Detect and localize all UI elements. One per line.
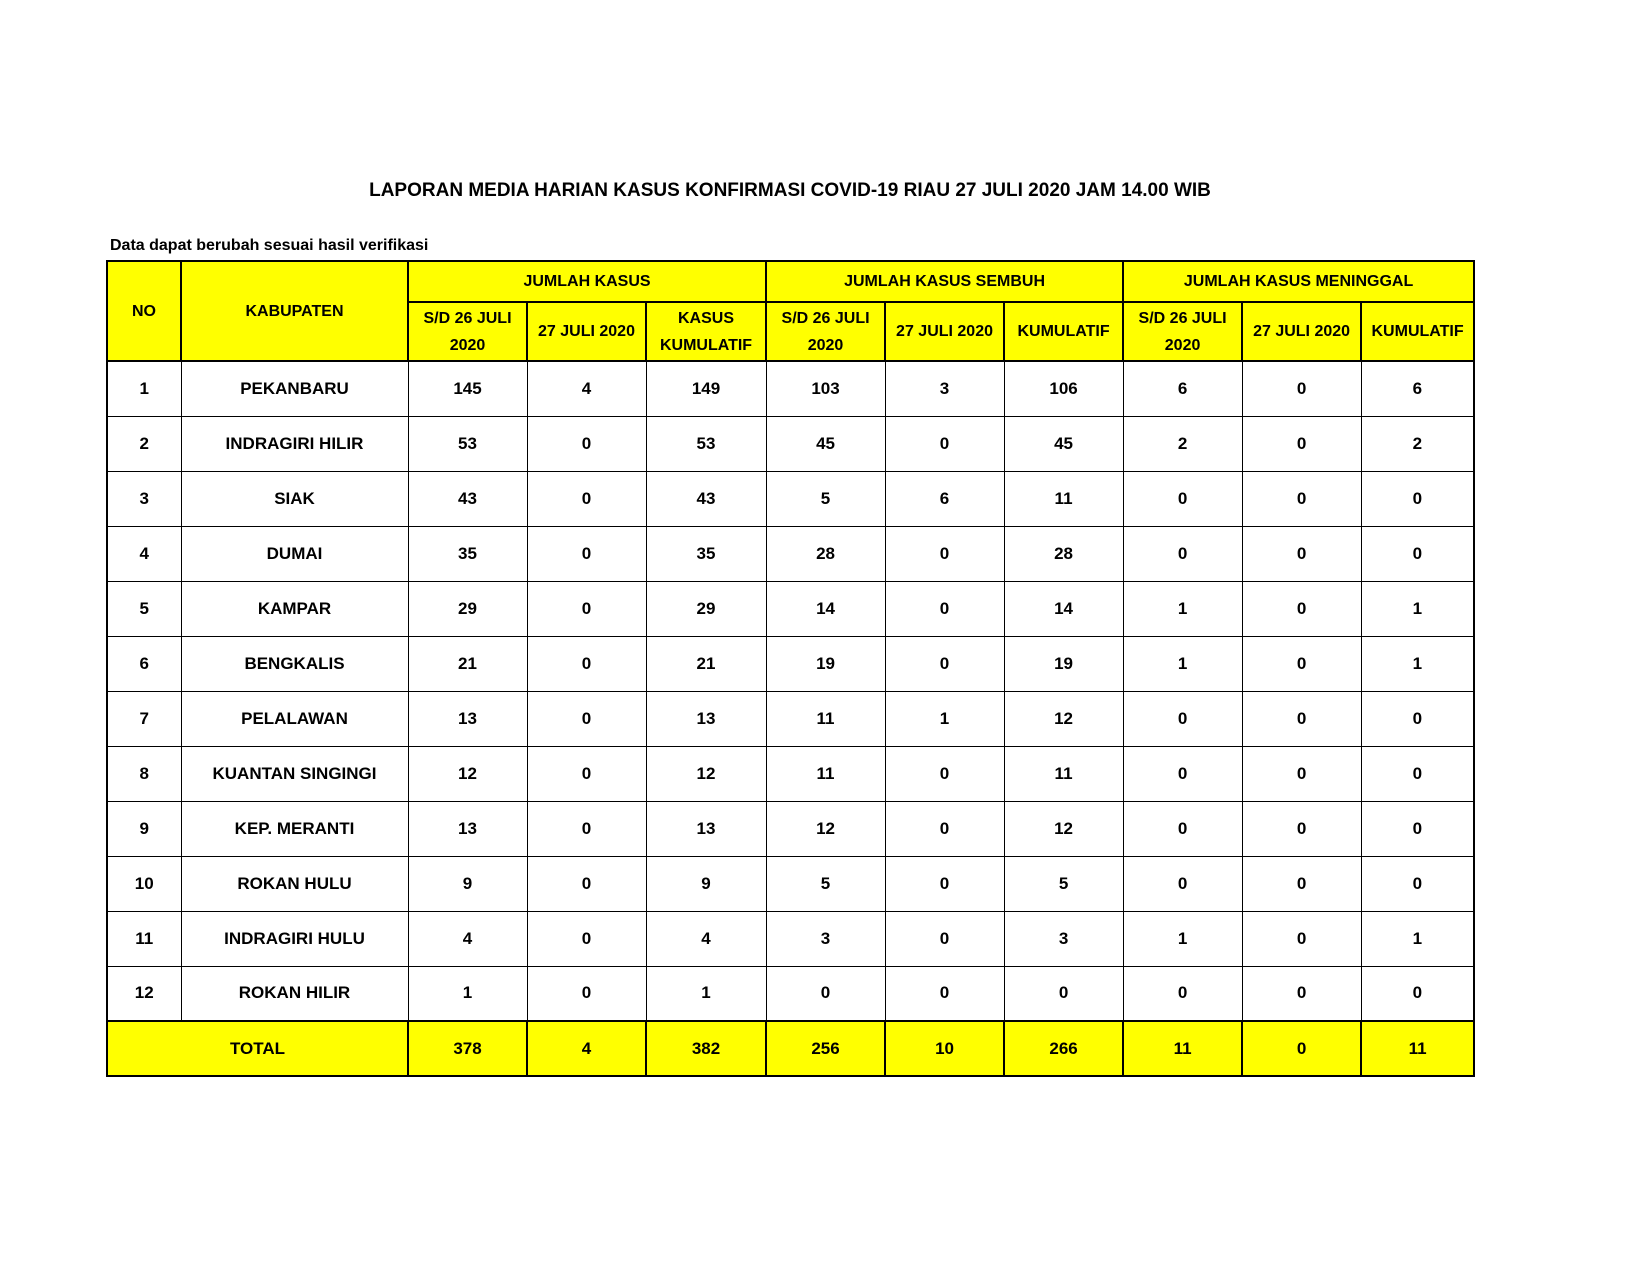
count-cell: 0 [1361,966,1474,1021]
count-cell: 3 [766,911,885,966]
count-cell: 0 [1242,691,1361,746]
row-number: 7 [107,691,181,746]
kabupaten-name: ROKAN HILIR [181,966,408,1021]
total-value: 11 [1123,1021,1242,1076]
subheader-line: S/D 26 JULI [781,309,870,327]
count-cell: 21 [646,636,766,691]
count-cell: 0 [885,636,1004,691]
count-cell: 5 [766,471,885,526]
count-cell: 45 [1004,416,1123,471]
count-cell: 2 [1361,416,1474,471]
count-cell: 103 [766,361,885,416]
count-cell: 1 [885,691,1004,746]
row-number: 4 [107,526,181,581]
count-cell: 28 [1004,526,1123,581]
row-number: 1 [107,361,181,416]
count-cell: 0 [1242,856,1361,911]
count-cell: 0 [527,526,646,581]
table-row [107,911,1474,966]
count-cell: 35 [408,526,527,581]
count-cell: 11 [1004,471,1123,526]
subheader-line: 2020 [1164,336,1201,354]
count-cell: 106 [1004,361,1123,416]
row-number: 5 [107,581,181,636]
count-cell: 43 [646,471,766,526]
row-number: 6 [107,636,181,691]
subheader-line: KASUS [678,309,735,327]
header-no: NO [107,261,181,361]
count-cell: 3 [1004,911,1123,966]
kabupaten-name: PEKANBARU [181,361,408,416]
count-cell: 35 [646,526,766,581]
count-cell: 11 [766,691,885,746]
total-value: 382 [646,1021,766,1076]
count-cell: 1 [1123,911,1242,966]
count-cell: 0 [885,801,1004,856]
count-cell: 4 [646,911,766,966]
count-cell: 0 [1361,856,1474,911]
count-cell: 1 [1361,581,1474,636]
count-cell: 29 [408,581,527,636]
kabupaten-name: INDRAGIRI HILIR [181,416,408,471]
count-cell: 0 [1123,746,1242,801]
count-cell: 13 [408,691,527,746]
count-cell: 12 [1004,801,1123,856]
verification-note: Data dapat berubah sesuai hasil verifikasi [110,237,429,254]
table-row [107,581,1474,636]
total-value: 4 [527,1021,646,1076]
subheader-line: S/D 26 JULI [1138,309,1227,327]
count-cell: 0 [1361,471,1474,526]
count-cell: 1 [1123,636,1242,691]
count-cell: 0 [1123,801,1242,856]
total-value: 256 [766,1021,885,1076]
count-cell: 4 [527,361,646,416]
count-cell: 0 [885,416,1004,471]
subheader-cell [1242,302,1361,361]
kabupaten-name: KEP. MERANTI [181,801,408,856]
count-cell: 14 [1004,581,1123,636]
count-cell: 0 [1242,416,1361,471]
count-cell: 0 [1242,966,1361,1021]
count-cell: 1 [1361,636,1474,691]
count-cell: 12 [408,746,527,801]
count-cell: 12 [646,746,766,801]
count-cell: 145 [408,361,527,416]
total-value: 266 [1004,1021,1123,1076]
kabupaten-name: ROKAN HULU [181,856,408,911]
subheader-line: 2020 [807,336,844,354]
count-cell: 0 [1361,691,1474,746]
count-cell: 5 [1004,856,1123,911]
count-cell: 0 [1242,581,1361,636]
row-number: 10 [107,856,181,911]
header-kabupaten: KABUPATEN [181,261,408,361]
count-cell: 13 [408,801,527,856]
count-cell: 14 [766,581,885,636]
subheader-line: 27 JULI 2020 [1253,323,1351,340]
count-cell: 28 [766,526,885,581]
subheader-cell [766,302,885,361]
count-cell: 0 [527,911,646,966]
count-cell: 0 [527,746,646,801]
count-cell: 29 [646,581,766,636]
count-cell: 43 [408,471,527,526]
count-cell: 53 [408,416,527,471]
subheader-line: 2020 [449,336,486,354]
table-row [107,801,1474,856]
row-number: 9 [107,801,181,856]
count-cell: 19 [766,636,885,691]
count-cell: 13 [646,801,766,856]
covid-report-table [106,260,1475,1077]
header-group-kasus: JUMLAH KASUS [408,261,766,302]
total-value: 0 [1242,1021,1361,1076]
total-label: TOTAL [107,1021,408,1076]
count-cell: 53 [646,416,766,471]
kabupaten-name: BENGKALIS [181,636,408,691]
header-row-groups [107,261,1474,302]
count-cell: 0 [527,801,646,856]
subheader-line: KUMULATIF [659,336,753,354]
table-row [107,856,1474,911]
subheader-cell [527,302,646,361]
count-cell: 2 [1123,416,1242,471]
total-row [107,1021,1474,1076]
count-cell: 4 [408,911,527,966]
table-row [107,636,1474,691]
count-cell: 0 [1361,746,1474,801]
count-cell: 6 [1123,361,1242,416]
count-cell: 1 [1361,911,1474,966]
total-value: 10 [885,1021,1004,1076]
count-cell: 6 [1361,361,1474,416]
count-cell: 0 [527,636,646,691]
count-cell: 0 [527,691,646,746]
header-group-sembuh: JUMLAH KASUS SEMBUH [766,261,1123,302]
table-body [107,361,1474,1021]
count-cell: 12 [766,801,885,856]
subheader-cell [408,302,527,361]
count-cell: 0 [1242,636,1361,691]
subheader-line: 27 JULI 2020 [538,323,635,340]
count-cell: 0 [1242,526,1361,581]
table-row [107,526,1474,581]
subheader-line: 27 JULI 2020 [896,323,993,340]
count-cell: 0 [1361,801,1474,856]
row-number: 8 [107,746,181,801]
kabupaten-name: PELALAWAN [181,691,408,746]
kabupaten-name: DUMAI [181,526,408,581]
count-cell: 21 [408,636,527,691]
count-cell: 0 [885,911,1004,966]
table-row [107,746,1474,801]
row-number: 12 [107,966,181,1021]
count-cell: 0 [527,856,646,911]
subheader-line: KUMULATIF [1017,323,1110,340]
subheader-cell [646,302,766,361]
row-number: 2 [107,416,181,471]
count-cell: 0 [766,966,885,1021]
count-cell: 9 [408,856,527,911]
count-cell: 5 [766,856,885,911]
count-cell: 0 [885,746,1004,801]
subheader-line: S/D 26 JULI [423,309,512,327]
count-cell: 1 [646,966,766,1021]
subheader-cell [1004,302,1123,361]
count-cell: 0 [1123,691,1242,746]
table-row [107,471,1474,526]
table-row [107,966,1474,1021]
subheader-cell [1123,302,1242,361]
report-title: LAPORAN MEDIA HARIAN KASUS KONFIRMASI COVID-19 RIAU 27 JULI 2020 JAM 14.00 WIB [369,180,1211,201]
count-cell: 0 [527,966,646,1021]
count-cell: 0 [885,526,1004,581]
count-cell: 0 [1242,471,1361,526]
count-cell: 0 [1242,361,1361,416]
count-cell: 0 [885,966,1004,1021]
kabupaten-name: KAMPAR [181,581,408,636]
count-cell: 0 [1242,746,1361,801]
table-row [107,416,1474,471]
kabupaten-name: KUANTAN SINGINGI [181,746,408,801]
table-row [107,691,1474,746]
count-cell: 13 [646,691,766,746]
total-value: 11 [1361,1021,1474,1076]
count-cell: 0 [527,416,646,471]
kabupaten-name: SIAK [181,471,408,526]
count-cell: 0 [527,581,646,636]
count-cell: 11 [1004,746,1123,801]
subheader-cell [885,302,1004,361]
row-number: 11 [107,911,181,966]
count-cell: 1 [408,966,527,1021]
count-cell: 0 [1123,526,1242,581]
count-cell: 11 [766,746,885,801]
count-cell: 0 [1123,471,1242,526]
count-cell: 6 [885,471,1004,526]
table-row [107,361,1474,416]
subheader-cell [1361,302,1474,361]
count-cell: 19 [1004,636,1123,691]
subheader-line: KUMULATIF [1371,323,1464,340]
count-cell: 0 [1004,966,1123,1021]
count-cell: 0 [885,856,1004,911]
count-cell: 0 [1123,966,1242,1021]
count-cell: 9 [646,856,766,911]
count-cell: 0 [1123,856,1242,911]
header-group-meninggal: JUMLAH KASUS MENINGGAL [1123,261,1474,302]
count-cell: 0 [1242,801,1361,856]
count-cell: 1 [1123,581,1242,636]
count-cell: 0 [1361,526,1474,581]
count-cell: 149 [646,361,766,416]
total-value: 378 [408,1021,527,1076]
row-number: 3 [107,471,181,526]
count-cell: 3 [885,361,1004,416]
count-cell: 0 [885,581,1004,636]
count-cell: 12 [1004,691,1123,746]
count-cell: 45 [766,416,885,471]
kabupaten-name: INDRAGIRI HULU [181,911,408,966]
count-cell: 0 [527,471,646,526]
count-cell: 0 [1242,911,1361,966]
